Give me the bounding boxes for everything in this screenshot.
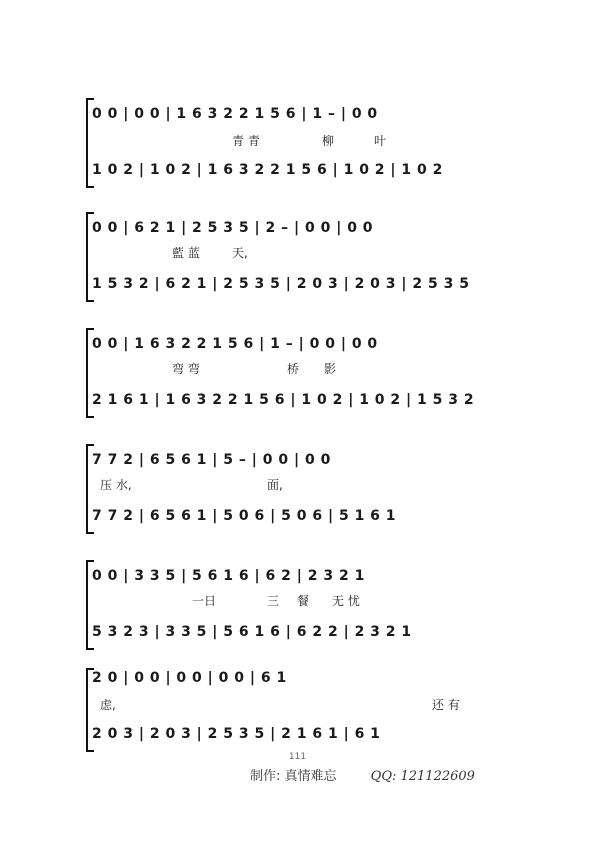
- lyric: 面,: [267, 478, 283, 492]
- upper-voice: 2 0 | 0 0 | 0 0 | 0 0 | 6 1: [92, 670, 287, 686]
- upper-voice: 0 0 | 3 3 5 | 5 6 1 6 | 6 2 | 2 3 2 1: [92, 568, 365, 584]
- lyrics-line: [92, 132, 512, 148]
- upper-voice: 0 0 | 1 6 3 2 2 1 5 6 | 1 – | 0 0 | 0 0: [92, 336, 378, 352]
- staff-system-1: [0, 90, 595, 220]
- lyric: 餐: [297, 594, 310, 608]
- lower-voice: 1 0 2 | 1 0 2 | 1 6 3 2 2 1 5 6 | 1 0 2 | 1 0 2: [92, 162, 443, 178]
- credit-text: 制作: 真情难忘: [250, 769, 337, 784]
- lyric: 压 水,: [100, 478, 132, 492]
- lyric: 弯 弯: [172, 362, 200, 376]
- footer-credit: [250, 765, 475, 784]
- upper-voice: 0 0 | 0 0 | 1 6 3 2 2 1 5 6 | 1 – | 0 0: [92, 106, 378, 122]
- lyric: 天,: [232, 246, 248, 260]
- lower-voice: 2 1 6 1 | 1 6 3 2 2 1 5 6 | 1 0 2 | 1 0 2 | 1 5 3 2: [92, 392, 475, 408]
- lyric: 还 有: [432, 698, 460, 712]
- lyrics-line: [92, 476, 512, 492]
- staff-system-2: [0, 204, 595, 334]
- lyric: 三: [267, 594, 280, 608]
- lyrics-line: [92, 244, 512, 260]
- lyrics-line: [92, 592, 512, 608]
- lower-voice: 2 0 3 | 2 0 3 | 2 5 3 5 | 2 1 6 1 | 6 1: [92, 726, 381, 742]
- lyric: 虑,: [100, 698, 116, 712]
- lyric: 影: [324, 362, 337, 376]
- lyrics-line: [92, 696, 512, 712]
- lyric: 叶: [374, 134, 387, 148]
- staff-system-4: [0, 436, 595, 566]
- lyric: 藍 蓝: [172, 246, 200, 260]
- lower-voice: 7 7 2 | 6 5 6 1 | 5 0 6 | 5 0 6 | 5 1 6 1: [92, 508, 397, 524]
- page-number: 111: [288, 752, 307, 762]
- lyric: 柳: [322, 134, 335, 148]
- upper-voice: 0 0 | 6 2 1 | 2 5 3 5 | 2 – | 0 0 | 0 0: [92, 220, 374, 236]
- upper-voice: 7 7 2 | 6 5 6 1 | 5 – | 0 0 | 0 0: [92, 452, 331, 468]
- lyrics-line: [92, 360, 512, 376]
- lower-voice: 5 3 2 3 | 3 3 5 | 5 6 1 6 | 6 2 2 | 2 3 2 1: [92, 624, 412, 640]
- lyric: 桥: [287, 362, 300, 376]
- lyric: 一日: [192, 594, 217, 608]
- lyric: 无 忧: [332, 594, 360, 608]
- qq-text: QQ: 121122609: [370, 769, 475, 784]
- lyric: 青 青: [232, 134, 260, 148]
- lower-voice: 1 5 3 2 | 6 2 1 | 2 5 3 5 | 2 0 3 | 2 0 3 | 2 5 3 5: [92, 276, 470, 292]
- staff-system-3: [0, 320, 595, 450]
